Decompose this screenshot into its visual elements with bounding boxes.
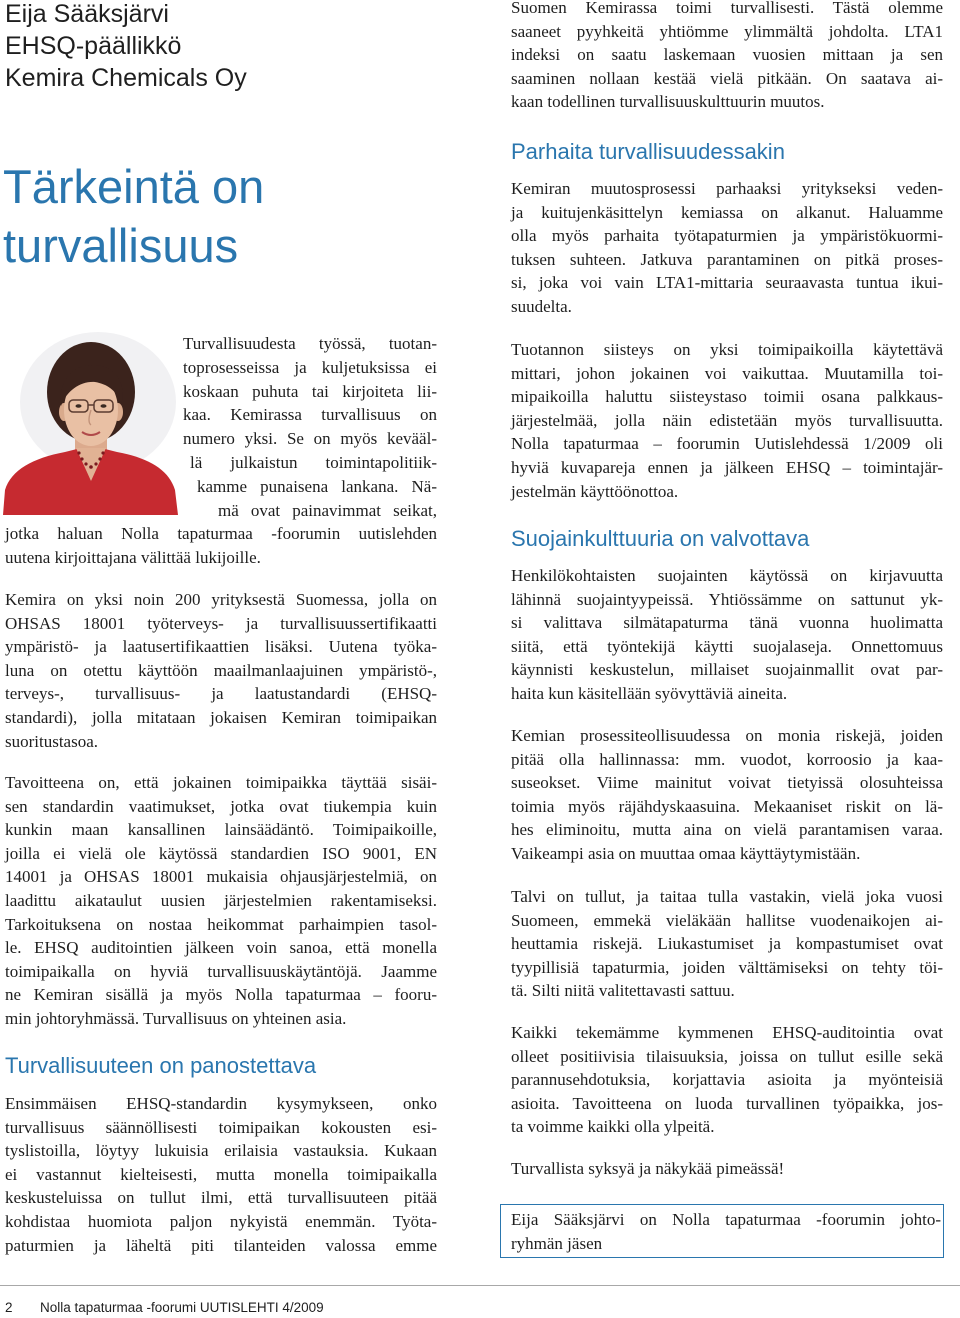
text-line: Vaikeampi asia on muuttaa omaa käyttäytymistään. <box>511 843 861 863</box>
text-line: mipaikoilla haluttu siisteystaso toimii osana palkkaus- <box>511 387 943 407</box>
text-line: Talvi on tullut, ja taitaa tulla vastakin, vielä joka vuosi <box>511 887 943 906</box>
footer-divider <box>0 1285 960 1286</box>
publication-name: Nolla tapaturmaa -foorumi UUTISLEHTI 4/2009 <box>40 1300 324 1315</box>
text-line: toimia myös räjähdyskaasuina. Mekaaniset riskit on lä- <box>511 796 943 816</box>
text-line: Eija Sääksjärvi on Nolla tapaturmaa -foorumin johto- <box>511 1210 941 1229</box>
text-line: suudelta. <box>511 296 572 316</box>
text-line: si, joka voi vain LTA1-mittaria seuraavasta tuntua ikui- <box>511 273 943 293</box>
text-line: laadittu aikataulut uusien järjestelmien rakentamiseksi. <box>5 890 437 910</box>
text-line: si valittava silmätapaturma tänä vuonna huolimatta <box>511 613 943 633</box>
text-line: haita kun käsitellään syövyttäviä aineita. <box>511 683 788 703</box>
text-line: heuttamia riskejä. Liukastumiset ja kompastumiset ovat <box>511 934 943 954</box>
text-line: siitä, että työntekijä käytti suojalaseja. Onnettomuus <box>511 636 943 656</box>
text-line: Suomen Kemirassa toimi turvallisesti. Tästä olemme <box>511 0 943 17</box>
text-line: pitää olla hallinnassa: mm. vuodot, korroosio ja kaa- <box>511 749 943 769</box>
text-line: Kemiran muutosprosessi parhaaksi yritykseksi veden- <box>511 179 943 198</box>
text-line: turvallisuus säännöllisesti toimipaikan kokousten esi- <box>5 1117 437 1137</box>
text-line: ta voimme kaikki olla ylpeitä. <box>511 1117 715 1137</box>
body-paragraph <box>511 885 943 1003</box>
author-company: Kemira Chemicals Oy <box>5 64 247 92</box>
text-line: terveys-, turvallisuus- ja laatustandardi (EHSQ- <box>5 684 437 704</box>
author-info-text <box>511 1208 941 1255</box>
text-line: numero yksi. Se on myös kevääl- <box>183 429 437 449</box>
text-line: Kemian prosessiteollisuudessa on monia riskejä, joiden <box>511 726 943 745</box>
body-paragraph <box>511 724 943 866</box>
text-line: Tuotannon siisteys on yksi toimipaikoilla käytettävä <box>511 340 943 359</box>
text-line: tä. Silti niitä valitettavasti sattuu. <box>511 981 735 1001</box>
article-title <box>3 157 264 275</box>
author-header <box>5 0 247 94</box>
text-line: uutena kirjoittajana välittää lukijoille. <box>5 548 261 568</box>
article-title-line: turvallisuus <box>3 219 239 272</box>
text-line: OHSAS 18001 työterveys- ja turvallisuussertifikaatti <box>5 613 437 633</box>
text-line: hes eliminoitu, mutta aina on vielä parantamisen varaa. <box>511 820 943 840</box>
text-line: paturmien ja läheltä piti tilanteiden valossa emme <box>5 1235 437 1255</box>
text-line: käynnisti keskustelun, millaiset suojainmallit ovat par- <box>511 660 943 680</box>
text-line: kunkin maan kansallinen lainsäädäntö. Toimipaikoille, <box>5 820 437 840</box>
intro-paragraph <box>5 332 437 570</box>
body-paragraph <box>5 588 437 753</box>
body-paragraph <box>5 1092 437 1257</box>
text-line: mittari, johon jokainen voi vaikuttaa. Muutamilla toi- <box>511 363 943 383</box>
text-line: toimipaikalla on hyviä turvallisuuskäytäntöjä. Jaamme <box>5 961 437 981</box>
body-paragraph <box>511 177 943 319</box>
text-line: suseokset. Viime mainitut voivat tietyissä olosuhteissa <box>511 773 943 793</box>
text-line: jestelmän käyttöönottoa. <box>511 481 679 501</box>
closing-line <box>511 1157 943 1181</box>
text-line: toprosesseissa ja kuljetuksissa ei <box>183 357 437 377</box>
section-heading: Turvallisuuteen on panostettava <box>5 1053 317 1078</box>
text-line: indeksi on saatu laskemaan vuosien mittaan ja sen <box>511 45 943 65</box>
text-line: ne Kemiran sisällä ja myös Nolla tapaturmaa – fooru- <box>5 985 437 1005</box>
body-paragraph <box>511 0 943 114</box>
text-line: parannusehdotuksia, korjattavia asioita ja myönteisiä <box>511 1070 943 1090</box>
text-line: hyviä kuvapareja ennen ja jälkeen EHSQ – toimintajär- <box>511 457 943 477</box>
author-role: EHSQ-päällikkö <box>5 32 182 60</box>
text-line: keskusteluissa on tullut ilmi, että turvallisuuteen pitää <box>5 1188 437 1208</box>
text-line: Henkilökohtaisten suojainten käytössä on kirjavuutta <box>511 566 943 585</box>
text-line: ei vastannut kielteisesti, mutta monella toimipaikalla <box>5 1164 437 1184</box>
author-name: Eija Sääksjärvi <box>5 0 169 28</box>
text-line: joilla ei vielä ole käytössä standardien ISO 9001, EN <box>5 843 437 863</box>
text-line: Suomeen, emmekä vieläkään hallitse vuodenaikojen ai- <box>511 910 943 930</box>
text-line: ryhmän jäsen <box>511 1233 603 1253</box>
article-title-line: Tärkeintä on <box>3 160 265 213</box>
text-line: saaneet pyyhkeitä yhtiömme ylimmältä johdolta. LTA1 <box>511 21 943 41</box>
text-line: le. EHSQ auditointien jälkeen voin sanoa, että monella <box>5 938 437 958</box>
text-line: Turvallista syksyä ja näkykää pimeässä! <box>511 1159 785 1178</box>
text-line: lä julkaistun toimintapolitiik- <box>190 452 437 472</box>
text-line: kaa. Kemirassa turvallisuus on <box>183 405 437 425</box>
page-number: 2 <box>5 1300 13 1315</box>
text-line: Tavoitteena on, että jokainen toimipaikka täyttää sisäi- <box>5 773 437 792</box>
section-heading: Parhaita turvallisuudessakin <box>511 139 785 164</box>
text-line: tyypillisiä tapaturmia, joiden välttämiseksi on tehty töi- <box>511 957 943 977</box>
body-paragraph <box>511 564 943 706</box>
text-line: mä ovat painavimmat seikat, <box>218 500 437 520</box>
text-line: kaan todellinen turvallisuuskulttuurin muutos. <box>511 92 825 112</box>
text-line: tuksen suhteen. Jatkuva parantaminen on pitkä proses- <box>511 249 943 269</box>
text-line: Turvallisuudesta työssä, tuotan- <box>183 334 437 353</box>
text-line: tyslistoilla, löytyy lukuisia erilaisia vastauksia. Kukaan <box>5 1141 437 1161</box>
section-heading: Suojainkulttuuria on valvottava <box>511 526 810 551</box>
author-info-box <box>500 1204 944 1258</box>
text-line: asioita. Tavoitteena on luoda turvallinen työpaikka, jos- <box>511 1093 943 1113</box>
text-line: Kemira on yksi noin 200 yrityksestä Suomessa, jolla on <box>5 590 437 609</box>
text-line: Nolla tapaturmaa – foorumin Uutislehdessä 1/2009 oli <box>511 434 943 454</box>
text-line: olla myös parhaita työtapaturmien ja ympäristökuormi- <box>511 226 943 246</box>
text-line: Ensimmäisen EHSQ-standardin kysymykseen, onko <box>5 1094 437 1113</box>
text-line: luna on otettu käyttöön maailmanlaajuinen ympäristö-, <box>5 660 437 680</box>
text-line: kamme punaisena lankana. Nä- <box>197 476 437 496</box>
text-line: Tarkoituksena on nostaa heikommat parhaimpien tasol- <box>5 914 437 934</box>
body-paragraph <box>5 771 437 1031</box>
text-line: standardi), jolla mitataan jokaisen Kemiran toimipaikan <box>5 707 437 727</box>
text-line: ympäristö- ja laatusertifikaattien lisäksi. Uutena työka- <box>5 637 437 657</box>
body-paragraph <box>511 338 943 503</box>
text-line: olleet positiivisia tilaisuuksia, joissa on tullut esille sekä <box>511 1046 943 1066</box>
text-line: saaminen nollaan kestää vielä pitkään. On saatava ai- <box>511 68 943 88</box>
text-line: jotka haluan Nolla tapaturmaa -foorumin uutislehden <box>5 524 437 544</box>
text-line: sen standardin vaatimukset, jotka ovat tiukempia kuin <box>5 796 437 816</box>
text-line: lähinnä suojaintyypeissä. Yhtiössämme on sattunut yk- <box>511 589 943 609</box>
text-line: järjestelmää, jolla näin edistetään myös turvallisuutta. <box>511 410 943 430</box>
text-line: suoritustasoa. <box>5 731 99 751</box>
text-line: koskaan puhuta tai kirjoiteta lii- <box>183 381 437 401</box>
body-paragraph <box>511 1021 943 1139</box>
text-line: kohdistaa huomiota paljon nykyistä enemmän. Työta- <box>5 1211 437 1231</box>
text-line: ja kuitujenkäsittelyn kemiassa on alkanut. Haluamme <box>511 202 943 222</box>
text-line: 14001 ja OHSAS 18001 mukaisia ohjausjärjestelmiä, on <box>5 867 437 887</box>
text-line: min johtoryhmässä. Turvallisuus on yhteinen asia. <box>5 1008 347 1028</box>
text-line: Kaikki tekemämme kymmenen EHSQ-auditointia ovat <box>511 1023 943 1042</box>
